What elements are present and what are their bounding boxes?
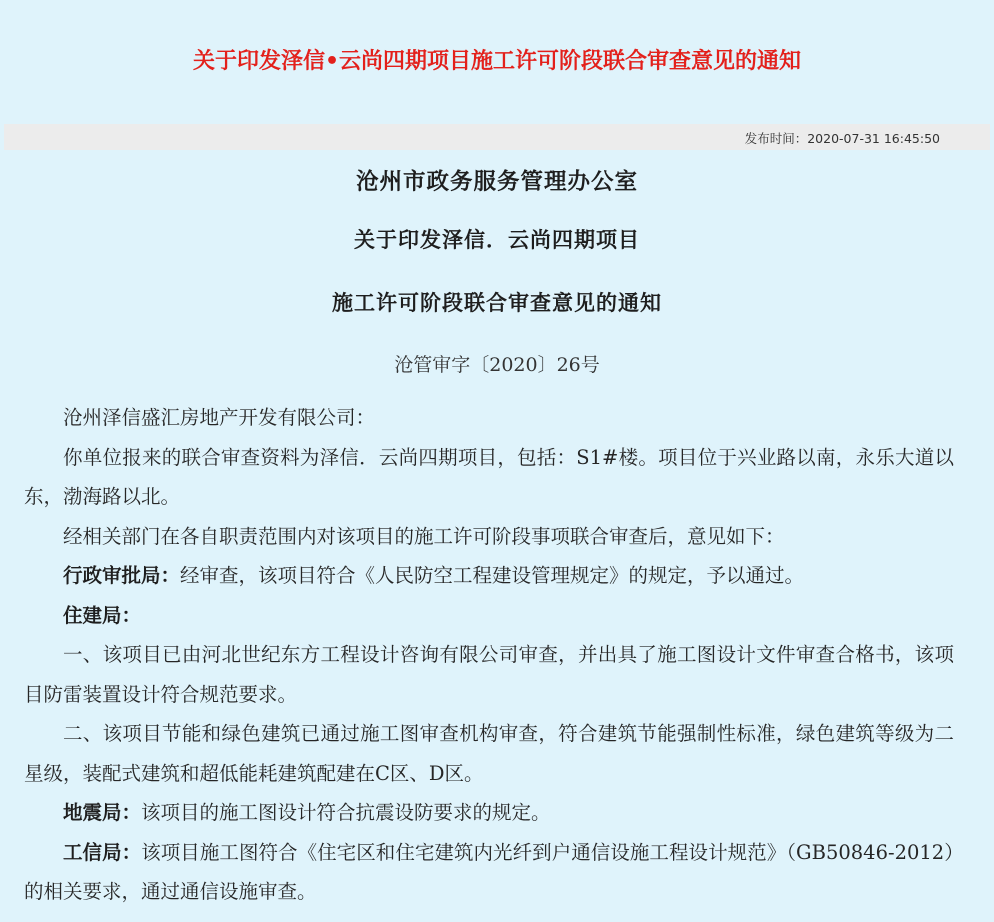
document-title-line-2: 施工许可阶段联合审查意见的通知	[332, 290, 662, 315]
paragraph-text: 经审查，该项目符合《人民防空工程建设管理规定》的规定，予以通过。	[180, 564, 805, 587]
paragraph-label: 工信局：	[63, 840, 142, 864]
paragraph-intro	[24, 517, 954, 557]
document-body	[24, 398, 954, 912]
meta-bar	[4, 124, 990, 150]
page-title: 关于印发泽信•云尚四期项目施工许可阶段联合审查意见的通知	[192, 49, 802, 74]
paragraph-text: 该项目的施工图设计符合抗震设防要求的规定。	[141, 801, 551, 824]
paragraph-label: 地震局：	[63, 801, 142, 824]
paragraph-text: 一、该项目已由河北世纪东方工程设计咨询有限公司审查，并出具了施工图设计文件审查合格书，该项目防雷装置设计符合规范要求。	[24, 643, 954, 706]
paragraph-industry-bureau	[24, 833, 954, 912]
paragraph-text: 二、该项目节能和绿色建筑已通过施工图审查机构审查，符合建筑节能强制性标准，绿色建筑等级为二星级，装配式建筑和超低能耗建筑配建在C区、D区。	[24, 722, 954, 785]
paragraph-earthquake-bureau	[24, 793, 954, 833]
paragraph-label: 行政审批局：	[63, 564, 181, 587]
paragraph-text: 经相关部门在各自职责范围内对该项目的施工许可阶段事项联合审查后，意见如下：	[63, 524, 785, 548]
paragraph-text: 该项目施工图符合《住宅区和住宅建筑内光纤到户通信设施工程设计规范》（GB50846-2012）的相关要求，通过通信设施审查。	[24, 840, 954, 903]
paragraph-addressee	[24, 398, 954, 438]
document-title-line-1: 关于印发泽信．云尚四期项目	[354, 227, 640, 252]
paragraph-housing-item-1	[24, 635, 954, 714]
paragraph-label: 住建局：	[63, 603, 142, 627]
paragraph-text: 你单位报来的联合审查资料为泽信．云尚四期项目，包括：S1#楼。项目位于兴业路以南，永乐大道以东，渤海路以北。	[24, 445, 954, 508]
paragraph-text: 沧州泽信盛汇房地产开发有限公司：	[63, 406, 376, 429]
paragraph-housing-item-2	[24, 714, 954, 793]
paragraph-project-info	[24, 438, 954, 517]
paragraph-admin-approval	[24, 556, 954, 596]
paragraph-housing-bureau	[24, 596, 954, 636]
issuer-heading: 沧州市政务服务管理办公室	[355, 169, 638, 195]
publish-time: 发布时间：2020-07-31 16:45:50	[744, 131, 940, 146]
document-number: 沧管审字〔2020〕26号	[394, 354, 600, 376]
